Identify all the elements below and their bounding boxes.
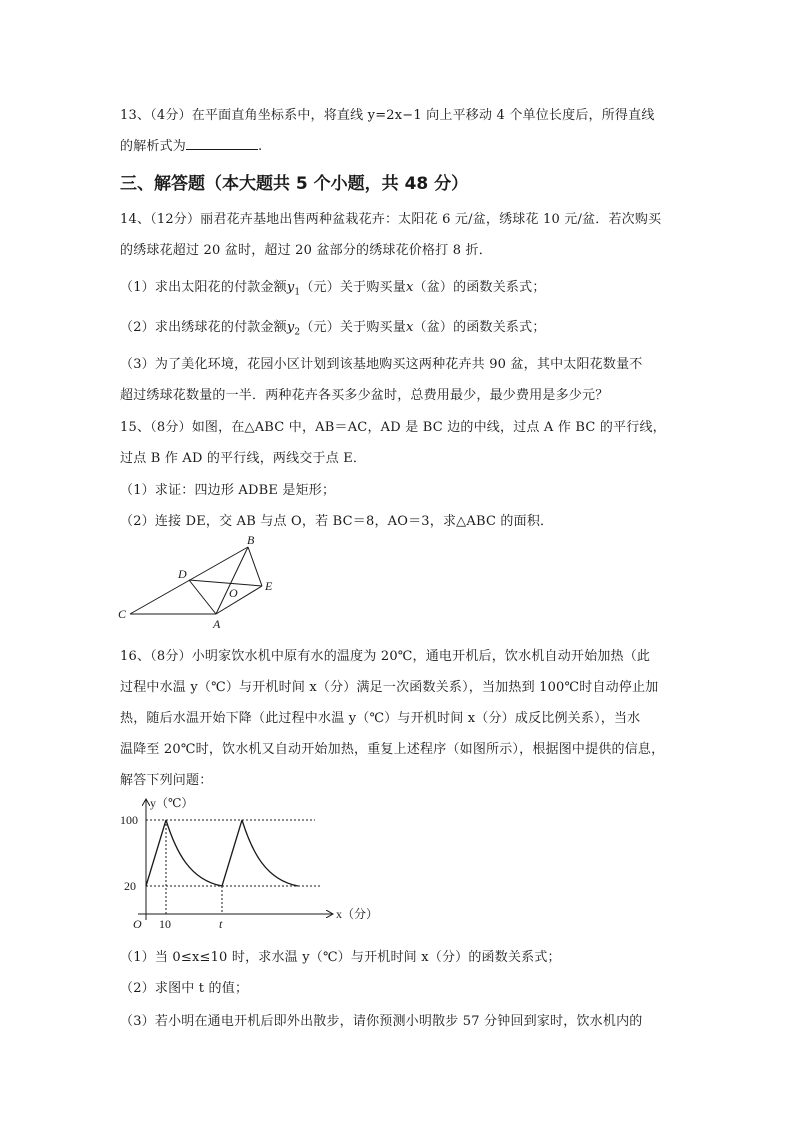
q14-p1-post: （盆）的函数关系式； (413, 280, 546, 295)
label-C: C (118, 607, 127, 621)
q14-line-1: 14、（12分）丽君花卉基地出售两种盆栽花卉：太阳花 6 元/盆，绣球花 10 元/盆．若次购买 (120, 212, 662, 227)
q15-line-2: 过点 B 作 AD 的平行线，两线交于点 E． (120, 451, 367, 466)
label-A: A (213, 617, 221, 631)
q15-line-1: 15、（8分）如图，在△ABC 中，AB＝AC，AD 是 BC 边的中线，过点 A 作 BC 的平行线， (120, 420, 666, 435)
segment-BE (248, 547, 262, 586)
label-D: D (178, 567, 187, 581)
temperature-graph (110, 792, 380, 932)
heating-segment-2 (222, 820, 242, 886)
q16-line-2: 过程中水温 y（℃）与开机时间 x（分）满足一次函数关系），当加热到 100℃时自动停止加 (120, 680, 659, 695)
q14-p1-text: （1）求出太阳花的付款金额 (120, 280, 287, 295)
q14-part-2 (120, 316, 546, 338)
q14-part-3-line-1: （3）为了美化环境，花园小区计划到该基地购买这两种花卉共 90 盆，其中太阳花数量不 (120, 357, 643, 372)
q14-p2-mid: （元）关于购买量 (300, 320, 406, 335)
var-x: x (405, 280, 414, 295)
x-tick-10: 10 (159, 917, 171, 931)
q15-part-2: （2）连接 DE，交 AB 与点 O，若 BC＝8，AO＝3，求△ABC 的面积． (120, 514, 554, 529)
rectangle-triangle-figure (110, 532, 290, 632)
y-tick-100: 100 (120, 813, 138, 827)
section-heading: 三、解答题（本大题共 5 个小题，共 48 分） (120, 174, 469, 194)
label-E: E (265, 579, 273, 593)
q16-line-1: 16、（8分）小明家饮水机中原有水的温度为 20℃，通电开机后，饮水机自动开始加热（此 (120, 649, 651, 664)
q16-line-4: 温降至 20℃时，饮水机又自动开始加热，重复上述程序（如图所示），根据图中提供的信息， (120, 742, 665, 757)
x-axis-label: x（分） (336, 907, 379, 921)
heating-segment-1 (146, 820, 166, 886)
q13-line-2-text: 的解析式为 (120, 139, 187, 154)
var-y1: y (286, 280, 295, 295)
q14-p2-text: （2）求出绣球花的付款金额 (120, 320, 287, 335)
q14-part-3-line-2: 超过绣球花数量的一半．两种花卉各买多少盆时，总费用最少，最少费用是多少元？ (120, 388, 609, 403)
q16-line-5: 解答下列问题： (120, 773, 213, 788)
q13-period: . (258, 139, 263, 154)
label-B: B (247, 533, 255, 547)
q14-part-1 (120, 276, 546, 298)
var-x: x (405, 320, 414, 335)
q16-line-3: 热，随后水温开始下降（此过程中水温 y（℃）与开机时间 x（分）成反比例关系），当水 (120, 711, 641, 726)
q14-p1-mid: （元）关于购买量 (300, 280, 406, 295)
y-axis-label: y（℃） (150, 796, 194, 810)
var-y2: y (286, 320, 295, 335)
segment-DE (189, 580, 262, 586)
label-O: O (229, 586, 238, 600)
y-tick-20: 20 (124, 879, 136, 893)
origin-label: O (133, 917, 142, 931)
q14-line-2: 的绣球花超过 20 盆时，超过 20 盆部分的绣球花价格打 8 折． (120, 243, 492, 258)
x-tick-t: t (219, 917, 223, 931)
q15-part-1: （1）求证：四边形 ADBE 是矩形； (120, 483, 336, 498)
q13-line-2 (120, 135, 262, 154)
q13-line-1: 13、（4分）在平面直角坐标系中，将直线 y=2x−1 向上平移动 4 个单位长度后，所得直线 (120, 108, 655, 123)
subscript-2: 2 (294, 327, 301, 338)
q14-p2-post: （盆）的函数关系式； (413, 320, 546, 335)
q16-part-1: （1）当 0≤x≤10 时，求水温 y（℃）与开机时间 x（分）的函数关系式； (120, 950, 561, 965)
q16-part-2: （2）求图中 t 的值； (120, 981, 249, 996)
subscript-1: 1 (294, 287, 301, 298)
q16-part-3: （3）若小明在通电开机后即外出散步，请你预测小明散步 57 分钟回到家时，饮水机内的 (120, 1014, 643, 1029)
cooling-curve-2 (242, 820, 298, 886)
answer-blank (186, 137, 258, 150)
cooling-curve-1 (166, 820, 222, 886)
segment-DA (189, 580, 216, 614)
